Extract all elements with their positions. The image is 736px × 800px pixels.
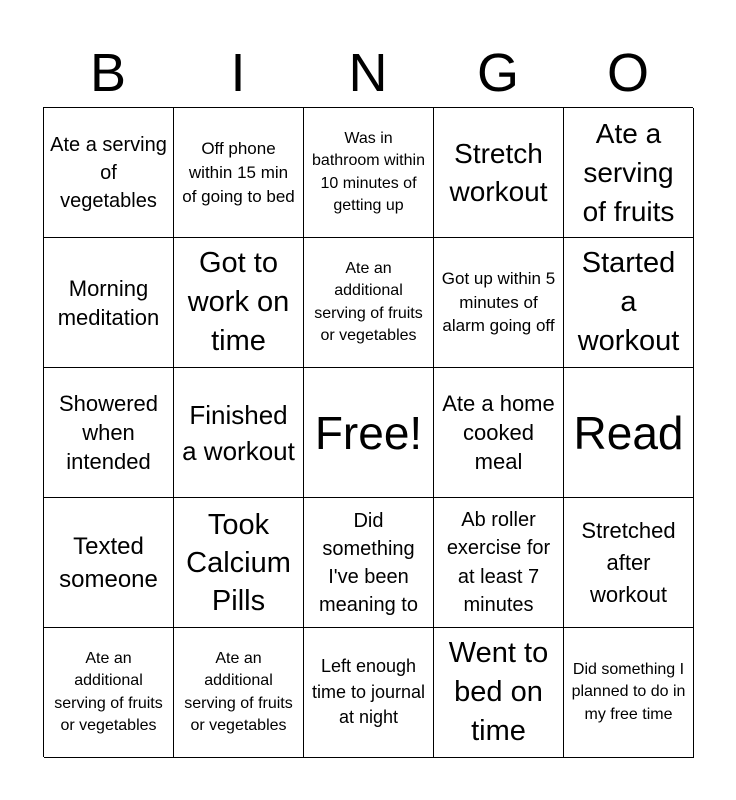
bingo-cell-text: Stretched after workout [581, 517, 676, 607]
bingo-cell-2-3[interactable] [304, 238, 434, 368]
bingo-cell-text: Ab roller exercise for at least 7 minutes [446, 508, 551, 616]
header-letter-g: G [476, 43, 519, 103]
bingo-cell-3-1[interactable] [44, 368, 174, 498]
bingo-cell-text: Off phone within 15 min of going to bed [182, 138, 295, 206]
bingo-cell-text: Read [573, 406, 684, 459]
bingo-cell-text: Did something I planned to do in my free time [571, 660, 686, 723]
bingo-cell-5-2[interactable] [174, 628, 304, 758]
bingo-cell-text: Got up within 5 minutes of alarm going off [441, 269, 556, 336]
bingo-cell-2-5[interactable] [564, 238, 694, 368]
bingo-cell-4-2[interactable] [174, 498, 304, 628]
bingo-cell-text: Morning meditation [57, 275, 160, 330]
header-letter-i: I [230, 43, 246, 103]
bingo-cell-text: Took Calcium Pills [186, 508, 291, 617]
bingo-cell-text: Stretch workout [449, 137, 548, 207]
bingo-cell-text: Went to bed on time [448, 637, 549, 747]
bingo-cell-text: Left enough time to journal at night [311, 656, 426, 728]
bingo-cell-text: Did something I've been meaning to [319, 509, 418, 616]
bingo-cell-3-5[interactable] [564, 368, 694, 498]
bingo-cell-text: Showered when intended [58, 391, 159, 474]
bingo-cell-text: Ate an additional serving of fruits or vegetables [314, 259, 423, 344]
bingo-cell-4-1[interactable] [44, 498, 174, 628]
bingo-cell-5-1[interactable] [44, 628, 174, 758]
bingo-cell-text: Got to work on time [187, 247, 290, 357]
bingo-cell-5-5[interactable] [564, 628, 694, 758]
bingo-cell-4-4[interactable] [434, 498, 564, 628]
bingo-cell-text: Ate a serving of fruits [582, 118, 675, 227]
bingo-cell-4-3[interactable] [304, 498, 434, 628]
header-letter-b: B [89, 43, 127, 103]
header-letter-o: O [606, 43, 649, 103]
bingo-cell-3-4[interactable] [434, 368, 564, 498]
bingo-cell-text: Free! [314, 406, 423, 459]
bingo-cell-1-2[interactable] [174, 108, 304, 238]
bingo-cell-5-4[interactable] [434, 628, 564, 758]
bingo-cell-4-5[interactable] [564, 498, 694, 628]
bingo-cell-1-5[interactable] [564, 108, 694, 238]
bingo-cell-text: Texted someone [59, 532, 158, 593]
bingo-cell-text: Ate an additional serving of fruits or vegetables [54, 649, 163, 734]
bingo-cell-1-3[interactable] [304, 108, 434, 238]
bingo-cell-text: Started a workout [577, 247, 680, 357]
bingo-cell-1-4[interactable] [434, 108, 564, 238]
bingo-cell-text: Ate a home cooked meal [442, 391, 555, 474]
bingo-cell-1-1[interactable] [44, 108, 174, 238]
bingo-cell-2-2[interactable] [174, 238, 304, 368]
bingo-cell-text: Finished a workout [182, 399, 295, 466]
bingo-cell-text: Ate a serving of vegetables [50, 133, 167, 212]
bingo-cell-5-3[interactable] [304, 628, 434, 758]
bingo-header [43, 38, 693, 108]
bingo-cell-text: Was in bathroom within 10 minutes of getting up [312, 129, 425, 214]
bingo-grid [43, 107, 693, 757]
bingo-cell-3-3[interactable] [304, 368, 434, 498]
bingo-cell-text: Ate an additional serving of fruits or vegetables [184, 649, 293, 734]
header-letter-n: N [348, 43, 388, 103]
bingo-cell-2-4[interactable] [434, 238, 564, 368]
bingo-cell-2-1[interactable] [44, 238, 174, 368]
bingo-cell-3-2[interactable] [174, 368, 304, 498]
